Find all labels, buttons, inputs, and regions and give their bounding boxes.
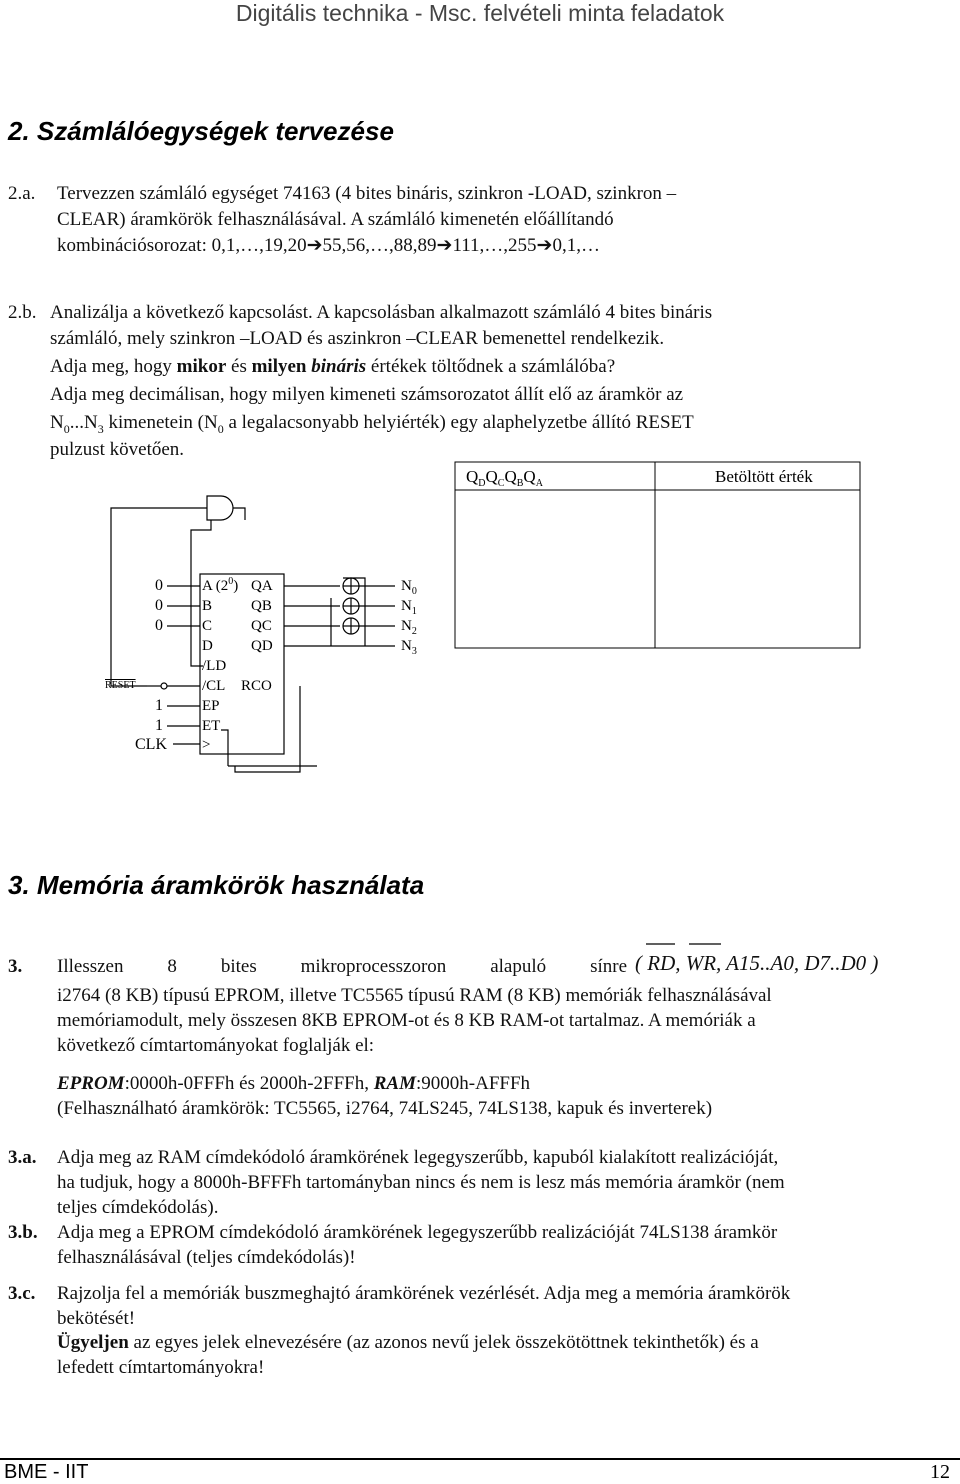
eprom-label: EPROM (57, 1073, 125, 1094)
pin-ld: /LD (202, 658, 227, 674)
output-n1: $N_1$ (401, 598, 417, 617)
task-2b-line1: Analizálja a következő kapcsolást. A kapcsolásban alkalmazott számláló 4 bites bináris (50, 302, 713, 323)
table-col2-header: Betöltött érték (715, 467, 813, 486)
pin-d: D (202, 638, 213, 654)
task-3a-label: 3.a. (8, 1147, 37, 1168)
task-3-ranges (57, 1071, 530, 1097)
task-3c-line1: Rajzolja fel a memóriák buszmeghajtó áramkörének vezérlését. Adja meg a memória áramkörök (57, 1283, 791, 1304)
ram-label: RAM (373, 1073, 416, 1094)
task-3-line1 (57, 954, 627, 980)
task-2b-binaris: bináris (311, 356, 367, 377)
word-4: mikroprocesszoron (300, 956, 447, 977)
load-value-table (450, 460, 870, 660)
outputs-text: kimenetein (N (103, 412, 218, 433)
task-3c-line3 (57, 1330, 759, 1356)
counter-circuit-diagram (95, 490, 455, 790)
pin-b: B (202, 598, 213, 614)
task-3-line4: következő címtartományokat foglalják el: (57, 1035, 375, 1056)
pin-clk: > (202, 737, 211, 753)
task-2a-label: 2.a. (8, 183, 36, 204)
task-3c-label: 3.c. (8, 1283, 36, 1304)
pin-qc: QC (251, 618, 272, 634)
pin-qa: QA (251, 578, 273, 594)
task-2a-line3: kombinációsorozat: 0,1,…,19,20➔55,56,…,88,89➔111,…,255➔0,1,… (57, 235, 600, 256)
lsb-text: a legalacsonyabb helyiérték) egy alaphelyzetbe állító RESET (223, 412, 694, 433)
and-gate-top (207, 496, 233, 520)
clk-label: CLK (135, 736, 167, 753)
task-3-note: (Felhasználható áramkörök: TC5565, i2764, 74LS245, 74LS138, kapuk és inverterek) (57, 1098, 713, 1119)
pin-et: ET (202, 718, 221, 734)
task-2b-milyen: milyen (251, 356, 307, 377)
pin-rco: RCO (241, 678, 272, 694)
eprom-ranges: :0000h-0FFFh és 2000h-2FFFh, (124, 1073, 374, 1094)
bus-formula: ( RD, WR, A15..A0, D7..D0 ) (635, 951, 879, 975)
task-3c-line2: bekötését! (57, 1308, 136, 1329)
task-2b-line2: számláló, mely szinkron –LOAD és aszinkron –CLEAR bemenettel rendelkezik. (50, 328, 665, 349)
task-2b-line6: pulzust követően. (50, 439, 185, 460)
n-letter: N (50, 412, 64, 433)
page-header-title: Digitális technika - Msc. felvételi minta feladatok (235, 0, 725, 26)
footer-left-text: BME - IIT (4, 1461, 89, 1483)
ep-one: 1 (155, 697, 163, 714)
ram-range: :9000h-AFFFh (416, 1073, 531, 1094)
task-3b-label: 3.b. (8, 1222, 38, 1243)
et-one: 1 (155, 717, 163, 734)
pin-ep: EP (202, 698, 220, 714)
task-3b-line1: Adja meg a EPROM címdekódoló áramkörének legegyszerűbb realizációját 74LS138 áramkör (57, 1222, 778, 1243)
pin-qb: QB (251, 598, 272, 614)
task-3a-line1: Adja meg az RAM címdekódoló áramkörének legegyszerűbb, kapuból kialakított realizációját, (57, 1147, 779, 1168)
ugyeljen-bold: Ügyeljen (57, 1332, 129, 1353)
page-number: 12 (930, 1461, 950, 1483)
pin-c: C (202, 618, 213, 634)
task-3b-line2: felhasználásával (teljes címdekódolás)! (57, 1247, 356, 1268)
task-2b-line3-f: értékek töltődnek a számlálóba? (366, 356, 616, 377)
task-2a-line1: Tervezzen számláló egységet 74163 (4 bites bináris, szinkron -LOAD, szinkron – (57, 183, 677, 204)
pin-qd: QD (251, 638, 273, 654)
task-2b-line4: Adja meg decimálisan, hogy milyen kimeneti számsorozatot állít elő az áramkör az (50, 384, 684, 405)
word-6: sínre (590, 956, 627, 977)
task-2b-line3 (50, 354, 615, 380)
word-1: Illesszen (57, 956, 124, 977)
section-3-title: 3. Memória áramkörök használata (8, 870, 425, 900)
input-a-value: 0 (155, 577, 163, 594)
footer-divider (0, 1458, 960, 1460)
task-3c-line3-rest: az egyes jelek elnevezésére (az azonos nevű jelek összekötöttnek tekinthetők) és a (128, 1332, 759, 1353)
formula-overlines (645, 940, 735, 950)
output-n2: $N_2$ (401, 618, 417, 637)
n-sub-0: 0 (63, 421, 70, 436)
task-2b-line3-c: és (226, 356, 252, 377)
pin-a: A $(2^0)$ (202, 576, 239, 594)
n-sub-0b: 0 (217, 421, 224, 436)
word-2: 8 (167, 956, 177, 977)
output-n3: $N_3$ (401, 638, 417, 657)
input-b-value: 0 (155, 597, 163, 614)
task-2b-mikor: mikor (176, 356, 227, 377)
task-3c-line4: lefedett címtartományokra! (57, 1357, 265, 1378)
task-2a-line2: CLEAR) áramkörök felhasználásával. A számláló kimenetén előállítandó (57, 209, 614, 230)
pin-cl: /CL (202, 678, 226, 694)
reset-label: RESET (105, 680, 136, 691)
task-2b-line3-a: Adja meg, hogy (50, 356, 177, 377)
section-2-title: 2. Számlálóegységek tervezése (8, 116, 394, 146)
task-3a-line2: ha tudjuk, hogy a 8000h-BFFFh tartományban nincs és nem is lesz más memória áramkör (nem (57, 1172, 785, 1193)
table-col1-header: $Q_DQ_CQ_BQ_A$ (466, 467, 543, 489)
n-sub-3: 3 (97, 421, 104, 436)
task-3-line3: memóriamodult, mely összesen 8KB EPROM-ot és 8 KB RAM-ot tartalmaz. A memóriák a (57, 1010, 756, 1031)
output-n0: $N_0$ (401, 578, 417, 597)
word-5: alapuló (490, 956, 547, 977)
dots-n: ...N (69, 412, 98, 433)
task-3-label: 3. (8, 956, 23, 977)
input-c-value: 0 (155, 617, 163, 634)
task-2b-label: 2.b. (8, 302, 37, 323)
task-3a-line3: teljes címdekódolás). (57, 1197, 219, 1218)
wire-gate-out (233, 508, 245, 520)
task-3-line2: i2764 (8 KB) típusú EPROM, illetve TC5565 típusú RAM (8 KB) memóriák felhasználásával (57, 985, 772, 1006)
word-3: bites (220, 956, 257, 977)
reset-inverter-bubble (161, 683, 167, 689)
